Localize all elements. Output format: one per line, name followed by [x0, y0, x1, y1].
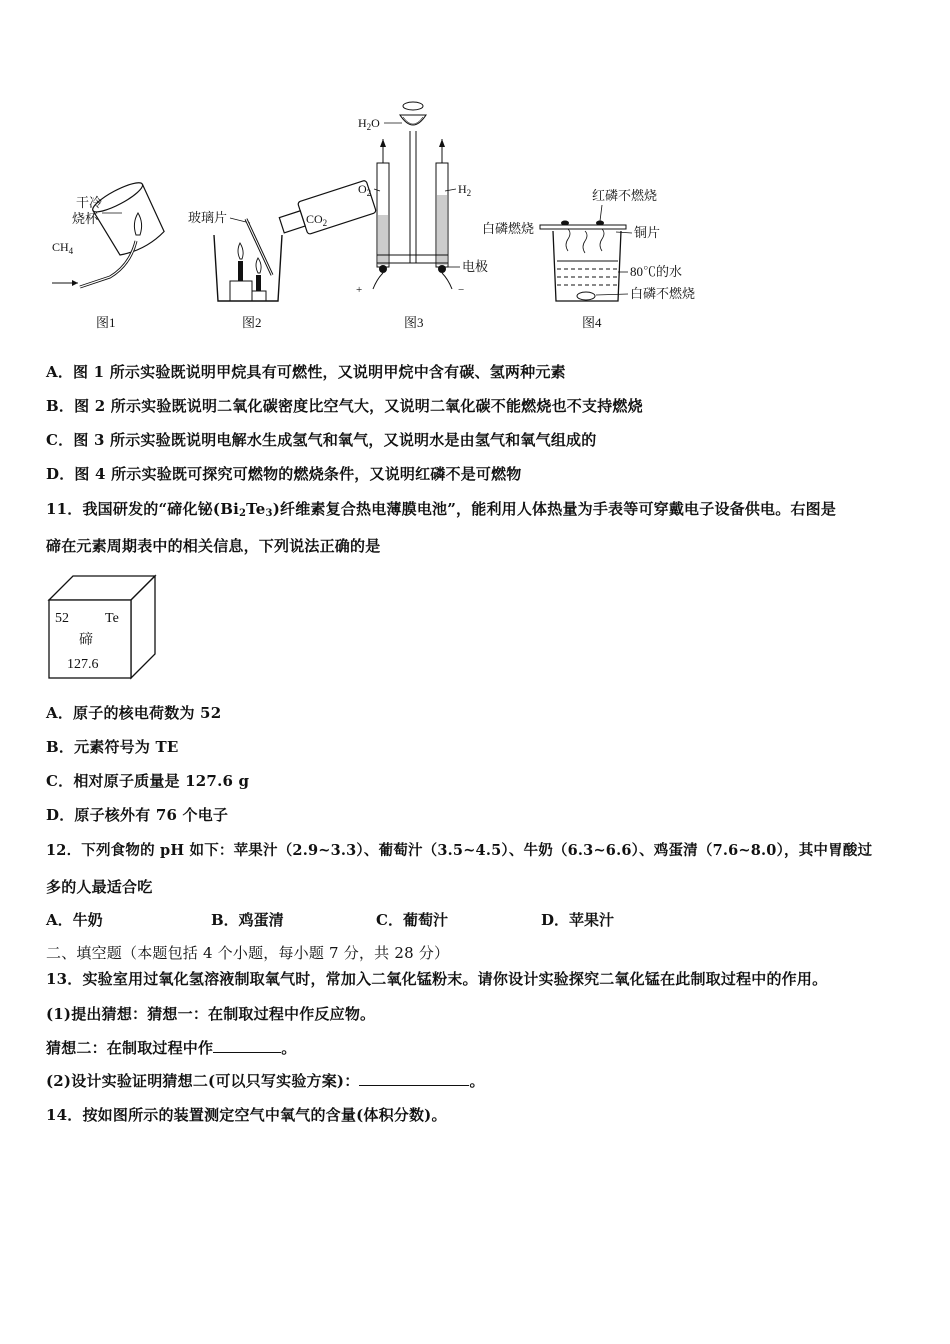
- q11-option-a: A．原子的核电荷数为 52: [46, 704, 222, 722]
- fig1-cup-label-2: 烧杯: [72, 211, 99, 226]
- q11-option-d: D．原子核外有 76 个电子: [46, 806, 229, 824]
- fig4-white-p-no: 白磷不燃烧: [630, 286, 696, 301]
- q12-stem-line-1: 12．下列食物的 pH 如下：苹果汁（2.9~3.3）、葡萄汁（3.5~4.5）、牛奶（6.3~6.6）、鸡蛋清（7.6~8.0），其中胃酸过: [46, 842, 873, 859]
- q11-stem-line-1: 11．我国研发的“碲化铋(Bi2Te3)纤维素复合热电薄膜电池”，能利用人体热量为手表等可穿戴电子设备供电。右图是: [46, 500, 837, 519]
- q11-option-c: C．相对原子质量是 127.6 g: [46, 772, 250, 790]
- fig1-cup-label-1: 干冷: [76, 195, 103, 210]
- experiment-figures: [40, 95, 740, 335]
- q12-option-d: D．苹果汁: [541, 911, 615, 929]
- cold-beaker: [90, 178, 169, 260]
- fig1-label: 图1: [96, 315, 116, 330]
- fig3-water: $H_2O$: [358, 116, 380, 132]
- q12-option-b: B．鸡蛋清: [211, 911, 284, 929]
- figure-1: [52, 178, 169, 330]
- q13-stem: 13．实验室用过氧化氢溶液制取氧气时，常加入二氧化锰粉末。请你设计实验探究二氧化锰在此制取过程中的作用。: [46, 970, 828, 988]
- fig2-glass-label: 玻璃片: [188, 210, 228, 225]
- q13-blank-1[interactable]: [213, 1038, 281, 1053]
- fig3-electrode: 电极: [462, 259, 489, 274]
- fig3-minus: −: [458, 284, 465, 296]
- fig4-copper: 铜片: [634, 225, 661, 240]
- fig3-plus: +: [356, 284, 363, 296]
- q10-option-a: A．图 1 所示实验既说明甲烷具有可燃性，又说明甲烷中含有碳、氢两种元素: [46, 363, 566, 381]
- element-number: 52: [55, 611, 69, 626]
- element-symbol: Te: [105, 611, 119, 626]
- q12-option-a: A．牛奶: [46, 911, 103, 929]
- q13-part-1: (1)提出猜想：猜想一：在制取过程中作反应物。: [46, 1005, 376, 1023]
- fig3-o2: $O_2$: [358, 182, 372, 198]
- q13-blank-2[interactable]: [359, 1071, 469, 1086]
- fig3-label: 图3: [404, 315, 424, 330]
- figure-3: [356, 102, 488, 330]
- q13-part-2: (2)设计实验证明猜想二(可以只写实验方案)： 。: [46, 1072, 485, 1090]
- element-card: [47, 574, 157, 680]
- element-name: 碲: [79, 633, 93, 648]
- fig4-white-p-burn: 白磷燃烧: [482, 221, 535, 236]
- q12-stem-line-2: 多的人最适合吃: [46, 878, 153, 896]
- q13-hypothesis-2: 猜想二：在制取过程中作 。: [46, 1039, 297, 1057]
- fig2-gas: $CO_2$: [306, 212, 328, 228]
- q12-option-c: C．葡萄汁: [376, 911, 448, 929]
- q10-option-b: B．图 2 所示实验既说明二氧化碳密度比空气大，又说明二氧化碳不能燃烧也不支持燃烧: [46, 397, 643, 415]
- figure-2: [188, 180, 376, 330]
- q11-option-b: B．元素符号为 TE: [46, 738, 179, 756]
- fig4-water: 80℃的水: [630, 264, 683, 279]
- section-2-heading: 二、填空题（本题包括 4 个小题，每小题 7 分，共 28 分）: [46, 944, 450, 962]
- fig3-h2: $H_2$: [458, 182, 472, 198]
- element-mass: 127.6: [67, 657, 99, 672]
- fig4-label: 图4: [582, 315, 602, 330]
- q12-options: [46, 909, 746, 929]
- fig2-label: 图2: [242, 315, 262, 330]
- q10-option-c: C．图 3 所示实验既说明电解水生成氢气和氧气，又说明水是由氢气和氧气组成的: [46, 431, 597, 449]
- figure-4: [482, 188, 695, 330]
- q14-stem: 14．按如图所示的装置测定空气中氧气的含量(体积分数)。: [46, 1106, 447, 1124]
- fig1-gas: $CH_4$: [52, 240, 74, 256]
- fig4-red-p: 红磷不燃烧: [592, 188, 658, 203]
- q11-stem-line-2: 碲在元素周期表中的相关信息，下列说法正确的是: [46, 537, 381, 555]
- q10-option-d: D．图 4 所示实验既可探究可燃物的燃烧条件，又说明红磷不是可燃物: [46, 465, 522, 483]
